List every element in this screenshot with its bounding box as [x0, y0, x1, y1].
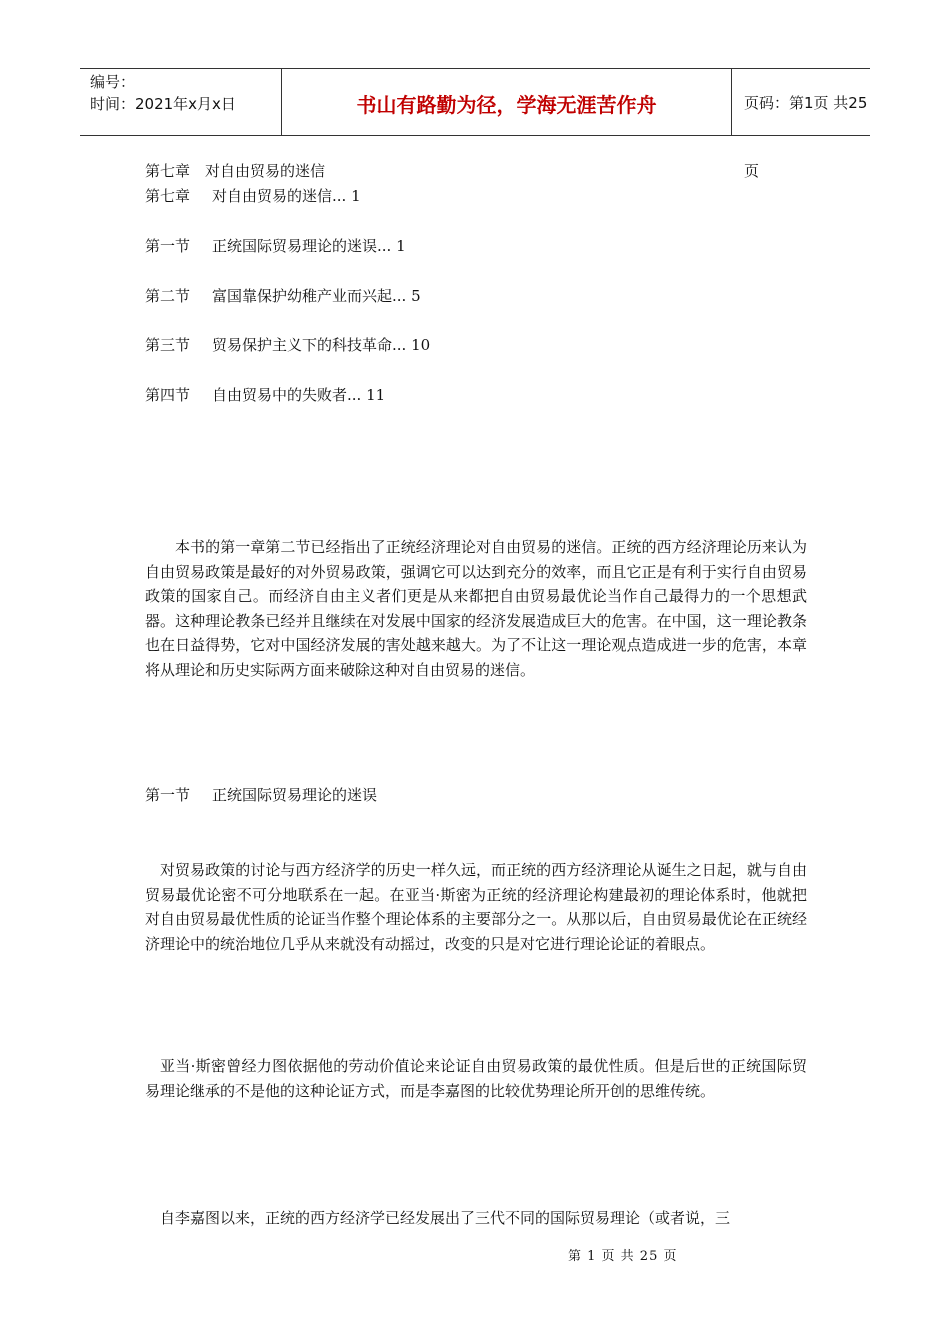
header-page-info: 页码：第1页 共25页 [744, 94, 868, 180]
toc-item[interactable] [145, 384, 385, 406]
toc-section-label: 第一节 [145, 237, 191, 255]
header-meta-cell [80, 69, 282, 135]
section-heading-text: 正统国际贸易理论的迷误 [212, 786, 378, 804]
toc-text: 贸易保护主义下的科技革命... 10 [212, 336, 431, 354]
toc-item[interactable] [145, 285, 421, 307]
section-heading [145, 784, 377, 806]
toc-item[interactable] [145, 185, 361, 207]
toc-item[interactable] [145, 334, 430, 356]
body-paragraph: 自李嘉图以来，正统的西方经济学已经发展出了三代不同的国际贸易理论（或者说，三 [160, 1209, 731, 1227]
toc-text: 富国靠保护幼稚产业而兴起... 5 [212, 287, 421, 305]
section-heading-label: 第一节 [145, 786, 191, 804]
document-number-label: 编号： [90, 73, 136, 91]
intro-paragraph: 本书的第一章第二节已经指出了正统经济理论对自由贸易的迷信。正统的西方经济理论历来认为自由贸易政策是最好的对外贸易政策，强调它可以达到充分的效率，而且它正是有利于实行自由贸易政策的国家自己。而经济自由主义者们更是从来都把自由贸易最优论当作自己最得力的一个思想武器。这种理论教条已经并且继续在对发展中国家的经济发展造成巨大的危害。在中国，这一理论教条也在日益得势，它对中国经济发展的害处越来越大。为了不让这一理论观点造成进一步的危害，本章将从理论和历史实际两方面来破除这种对自由贸易的迷信。 [145, 538, 807, 679]
header-motto-cell [282, 69, 732, 135]
motto-text: 书山有路勤为径，学海无涯苦作舟 [356, 93, 657, 117]
toc-text: 自由贸易中的失败者... 11 [212, 386, 386, 404]
chapter-title: 第七章 对自由贸易的迷信 [145, 162, 326, 180]
body-paragraph: 对贸易政策的讨论与西方经济学的历史一样久远，而正统的西方经济理论从诞生之日起，就与自由贸易最优论密不可分地联系在一起。在亚当·斯密为正统的经济理论构建最初的理论体系时，他就把对自由贸易最优性质的论证当作整个理论体系的主要部分之一。从那以后，自由贸易最优论在正统经济理论中的统治地位几乎从来就没有动摇过，改变的只是对它进行理论论证的着眼点。 [145, 861, 807, 953]
toc-item[interactable] [145, 235, 406, 257]
body-paragraph: 亚当·斯密曾经力图依据他的劳动价值论来论证自由贸易政策的最优性质。但是后世的正统国际贸易理论继承的不是他的这种论证方式，而是李嘉图的比较优势理论所开创的思维传统。 [145, 1057, 807, 1100]
document-date: 时间：2021年x月x日 [90, 95, 236, 113]
toc-section-label: 第二节 [145, 287, 191, 305]
toc-section-label: 第七章 [145, 187, 191, 205]
toc-text: 正统国际贸易理论的迷误... 1 [212, 237, 406, 255]
toc-text: 对自由贸易的迷信... 1 [212, 187, 361, 205]
page-footer: 第 1 页 共 25 页 [568, 1249, 678, 1264]
toc-section-label: 第四节 [145, 386, 191, 404]
toc-section-label: 第三节 [145, 336, 191, 354]
